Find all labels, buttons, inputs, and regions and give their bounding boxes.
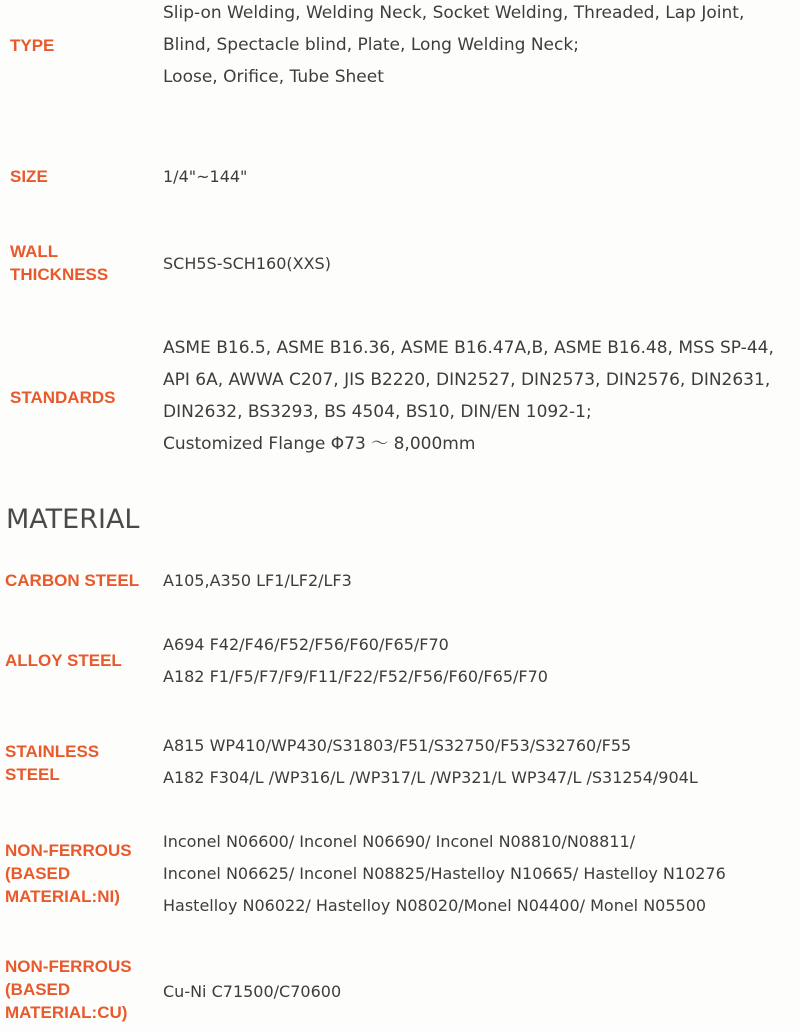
type-line: Blind, Spectacle blind, Plate, Long Welding Neck; [163, 35, 579, 55]
standards-line: DIN2632, BS3293, BS 4504, BS10, DIN/EN 1092-1; [163, 402, 592, 422]
wall-thickness-label-line: WALL [10, 242, 59, 261]
wall-thickness-value: SCH5S-SCH160(XXS) [163, 254, 331, 273]
standards-value [163, 332, 774, 460]
alloy-steel-line: A182 F1/F5/F7/F9/F11/F22/F52/F56/F60/F65/F70 [163, 667, 548, 686]
stainless-steel-label-line: STAINLESS [5, 742, 100, 761]
standards-line: ASME B16.5, ASME B16.36, ASME B16.47A,B, ASME B16.48, MSS SP-44, [163, 338, 774, 358]
non-ferrous-ni-label-line: NON-FERROUS [5, 841, 132, 860]
non-ferrous-cu-label-line: NON-FERROUS [5, 957, 132, 976]
standards-line: API 6A, AWWA C207, JIS B2220, DIN2527, DIN2573, DIN2576, DIN2631, [163, 370, 771, 390]
alloy-steel-value [163, 629, 548, 693]
non-ferrous-ni-label [5, 839, 132, 908]
material-heading: MATERIAL [6, 504, 140, 535]
stainless-steel-label [5, 740, 99, 786]
stainless-steel-value [163, 730, 698, 794]
type-label: TYPE [10, 36, 55, 55]
type-value [163, 0, 744, 93]
size-value: 1/4"~144" [163, 167, 248, 186]
non-ferrous-cu-value: Cu-Ni C71500/C70600 [163, 982, 342, 1001]
standards-label: STANDARDS [10, 388, 116, 407]
non-ferrous-cu-label-line: MATERIAL:CU) [5, 1003, 128, 1022]
type-line: Loose, Orifice, Tube Sheet [163, 67, 384, 87]
non-ferrous-ni-label-line: (BASED [5, 864, 71, 883]
non-ferrous-ni-label-line: MATERIAL:NI) [5, 887, 120, 906]
non-ferrous-ni-value [163, 826, 726, 922]
non-ferrous-cu-label-line: (BASED [5, 980, 71, 999]
wall-thickness-label [10, 240, 108, 286]
stainless-steel-line: A815 WP410/WP430/S31803/F51/S32750/F53/S32760/F55 [163, 736, 632, 755]
non-ferrous-ni-line: Inconel N06600/ Inconel N06690/ Inconel N08810/N08811/ [163, 832, 636, 851]
alloy-steel-label: ALLOY STEEL [5, 651, 122, 670]
wall-thickness-label-line: THICKNESS [10, 265, 109, 284]
type-line: Slip-on Welding, Welding Neck, Socket Welding, Threaded, Lap Joint, [163, 3, 745, 23]
carbon-steel-value: A105,A350 LF1/LF2/LF3 [163, 571, 352, 590]
non-ferrous-cu-label [5, 955, 132, 1024]
stainless-steel-label-line: STEEL [5, 765, 60, 784]
non-ferrous-ni-line: Inconel N06625/ Inconel N08825/Hastelloy N10665/ Hastelloy N10276 [163, 864, 726, 883]
non-ferrous-ni-line: Hastelloy N06022/ Hastelloy N08020/Monel N04400/ Monel N05500 [163, 896, 707, 915]
stainless-steel-line: A182 F304/L /WP316/L /WP317/L /WP321/L WP347/L /S31254/904L [163, 768, 698, 787]
standards-line: Customized Flange Φ73 ～ 8,000mm [163, 434, 476, 454]
carbon-steel-label: CARBON STEEL [5, 571, 140, 590]
alloy-steel-line: A694 F42/F46/F52/F56/F60/F65/F70 [163, 635, 449, 654]
size-label: SIZE [10, 167, 48, 186]
